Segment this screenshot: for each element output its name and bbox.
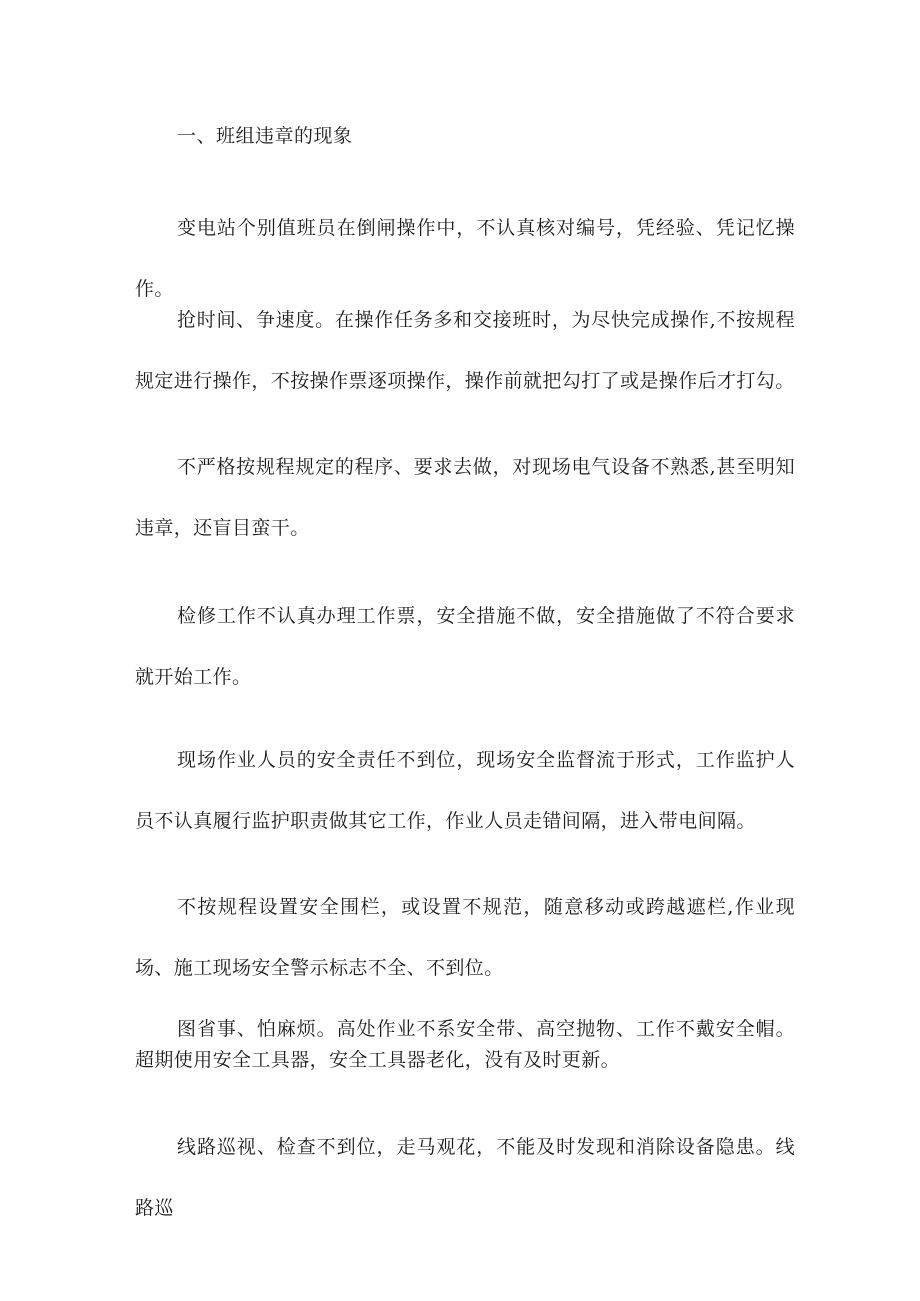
paragraph-4: 检修工作不认真办理工作票，安全措施不做，安全措施做了不符合要求就开始工作。 bbox=[135, 605, 795, 688]
paragraph-7: 图省事、怕麻烦。高处作业不系安全带、高空抛物、工作不戴安全帽。超期使用安全工具器，安全工具器老化，没有及时更新。 bbox=[135, 1018, 795, 1071]
paragraph-1: 变电站个别值班员在倒闸操作中，不认真核对编号，凭经验、凭记忆操作。 bbox=[135, 217, 795, 300]
section-heading: 一、班组违章的现象 bbox=[177, 125, 353, 147]
paragraph-6: 不按规程设置安全围栏，或设置不规范，随意移动或跨越遮栏,作业现场、施工现场安全警示标志不全、不到位。 bbox=[135, 896, 795, 979]
paragraph-3: 不严格按规程规定的程序、要求去做，对现场电气设备不熟悉,甚至明知违章，还盲目蛮干。 bbox=[135, 456, 795, 539]
paragraph-2: 抢时间、争速度。在操作任务多和交接班时，为尽快完成操作,不按规程规定进行操作，不按操作票逐项操作，操作前就把勾打了或是操作后才打勾。 bbox=[135, 309, 795, 392]
paragraph-8: 线路巡视、检查不到位，走马观花，不能及时发现和消除设备隐患。线路巡 bbox=[135, 1136, 795, 1219]
paragraph-5: 现场作业人员的安全责任不到位，现场安全监督流于形式，工作监护人员不认真履行监护职责做其它工作，作业人员走错间隔，进入带电间隔。 bbox=[135, 749, 795, 832]
